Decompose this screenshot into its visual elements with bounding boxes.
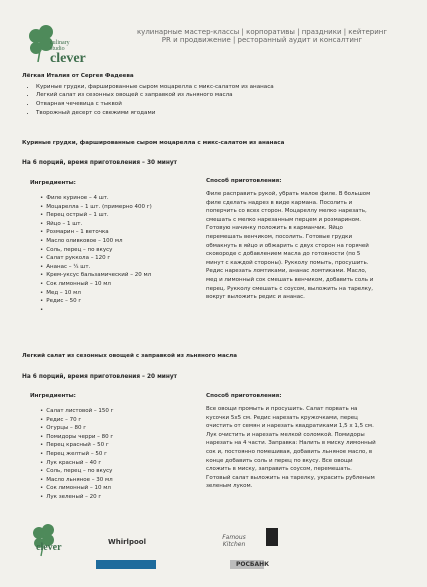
ingredient: • Перец желтый – 50 г xyxy=(40,450,114,459)
tagline-line1: кулинарные мастер-классы | корпоративы | праздники | кейтеринг xyxy=(136,28,388,36)
ingredient: • Редис – 50 г xyxy=(40,297,152,306)
menu-list xyxy=(22,83,412,118)
ingredient: • Перец красный – 50 г xyxy=(40,441,114,450)
menu-title: Лёгкая Италия от Сергея Фадеева xyxy=(22,73,134,79)
ingredient: • Сок лимонный – 10 мл xyxy=(40,280,152,289)
recipe2-method-text: Все овощи промыть и просушить. Салат порвать на кусочки 5х5 см. Редис нарезать кружочками, перец очистить от семян и нарезать квадратиками 1,5 х 1,5 см. Лук очистить и нарезать мелкой соломкой. Помидоры нарезать на 4 части. Заправка: Налить в миску лимонный сок и, постоянно помешивая, добавить льняное масло, в конце добавить соль и перец по вкусу. Все овощи сложить в миску, заправить соусом, перемешать. Готовый салат выложить на тарелку, украсить рубленым зеленым луком. xyxy=(206,406,376,490)
recipe2-ingredients-list xyxy=(40,407,114,502)
brand-clever: clever xyxy=(50,51,86,66)
tagline xyxy=(112,28,412,44)
ingredient: • Розмарин – 1 веточка xyxy=(40,228,152,237)
recipe2-serving: На 6 порций, время приготовления – 20 минут xyxy=(22,374,178,380)
recipe2-title: Легкий салат из сезонных овощей с заправкой из льняного масла xyxy=(22,353,237,359)
ingredient: • Мед – 10 мл xyxy=(40,289,152,298)
menu-item: • Творожный десерт со свежими ягодами xyxy=(36,109,412,118)
menu-item: • Легкий салат из сезонных овощей с заправкой из льняного масла xyxy=(36,91,412,100)
partner-whirlpool: Whirlpool xyxy=(108,538,146,546)
partner-famous-kitchen: Famous Kitchen xyxy=(222,534,246,548)
brand-culinary: culinary xyxy=(50,40,70,46)
menu-item: • Куриные грудки, фаршированные сыром моцарелла с микс-салатом из ананаса xyxy=(36,83,412,92)
ingredient: • Моцарелла – 1 шт. (примерно 400 г) xyxy=(40,203,152,212)
ingredient: • Яйцо – 1 шт. xyxy=(40,220,152,229)
footer-partner-logos xyxy=(18,520,413,572)
recipe1-method-text: Филе расправить рукой, убрать малое филе. В большом филе сделать надрез в виде кармана. Посолить и поперчить со всех сторон. Моцареллу мелко нарезать, смешать с мелко нарезанным перцем и розмарином. Готовую начинку положить в карманчик. Яйцо перемешать венчиком, посолить. Готовые грудки обмакнуть в яйцо и обжарить с двух сторон на горячей сковороде с добавлением масла до готовности (по 5 минут с каждой стороны). Рукколу помыть, просушить. Редис нарезать ломтиками, ананас ломтиками. Масло, мед и лимонный сок смешать венчиком, добавить соль и перец. Рукколу смешать с соусом, выложить на тарелку, вокруг выложить редис и ананас. xyxy=(206,191,374,301)
ingredient: • Помидоры черри – 80 г xyxy=(40,433,114,442)
recipe1-ingredients-heading: Ингредиенты: xyxy=(30,180,76,186)
tagline-line2: PR и продвижение | ресторанный аудит и консалтинг xyxy=(161,36,363,45)
header xyxy=(0,0,427,66)
recipe2-ingredients-heading: Ингредиенты: xyxy=(30,393,76,399)
ingredient xyxy=(40,306,152,315)
recipe1-ingredients-list xyxy=(40,194,152,314)
recipe1-serving: На 6 порций, время приготовления – 30 минут xyxy=(22,160,178,166)
ingredient: • Лук зеленый – 20 г xyxy=(40,493,114,502)
ingredient: • Лук красный – 40 г xyxy=(40,459,114,468)
footer-brand-clever: clever xyxy=(36,542,62,553)
ingredient: • Сок лимонный – 10 мл xyxy=(40,484,114,493)
brand-logo-text xyxy=(50,40,90,66)
ingredient: • Ананас – ¼ шт. xyxy=(40,263,152,272)
recipe2-method-heading: Способ приготовления: xyxy=(206,393,282,399)
ingredient: • Салат руккола – 120 г xyxy=(40,254,152,263)
ingredient: • Огурцы – 80 г xyxy=(40,424,114,433)
recipe1-title: Куриные грудки, фаршированные сыром моцарелла с микс-салатом из ананаса xyxy=(22,140,285,146)
ingredient: • Редис – 70 г xyxy=(40,416,114,425)
recipe1-method-heading: Способ приготовления: xyxy=(206,178,282,184)
ingredient: • Филе куриное – 4 шт. xyxy=(40,194,152,203)
ingredient: • Соль, перец – по вкусу xyxy=(40,246,152,255)
ingredient: • Масло оливковое – 100 мл xyxy=(40,237,152,246)
brand-studio: studio xyxy=(50,46,65,52)
partner-rosbank: РОСБАНК xyxy=(236,561,270,568)
ingredient: • Соль, перец – по вкусу xyxy=(40,467,114,476)
ingredient: • Крем-уксус бальзамический – 20 мл xyxy=(40,271,152,280)
ingredient: • Масло льняное – 30 мл xyxy=(40,476,114,485)
menu-item: • Отварная чечевица с тыквой xyxy=(36,100,412,109)
partner-banner xyxy=(96,560,156,569)
menu-intro xyxy=(22,72,412,118)
partner-logo-block xyxy=(266,528,278,546)
ingredient: • Перец острый – 1 шт. xyxy=(40,211,152,220)
ingredient: • Салат листовой – 150 г xyxy=(40,407,114,416)
